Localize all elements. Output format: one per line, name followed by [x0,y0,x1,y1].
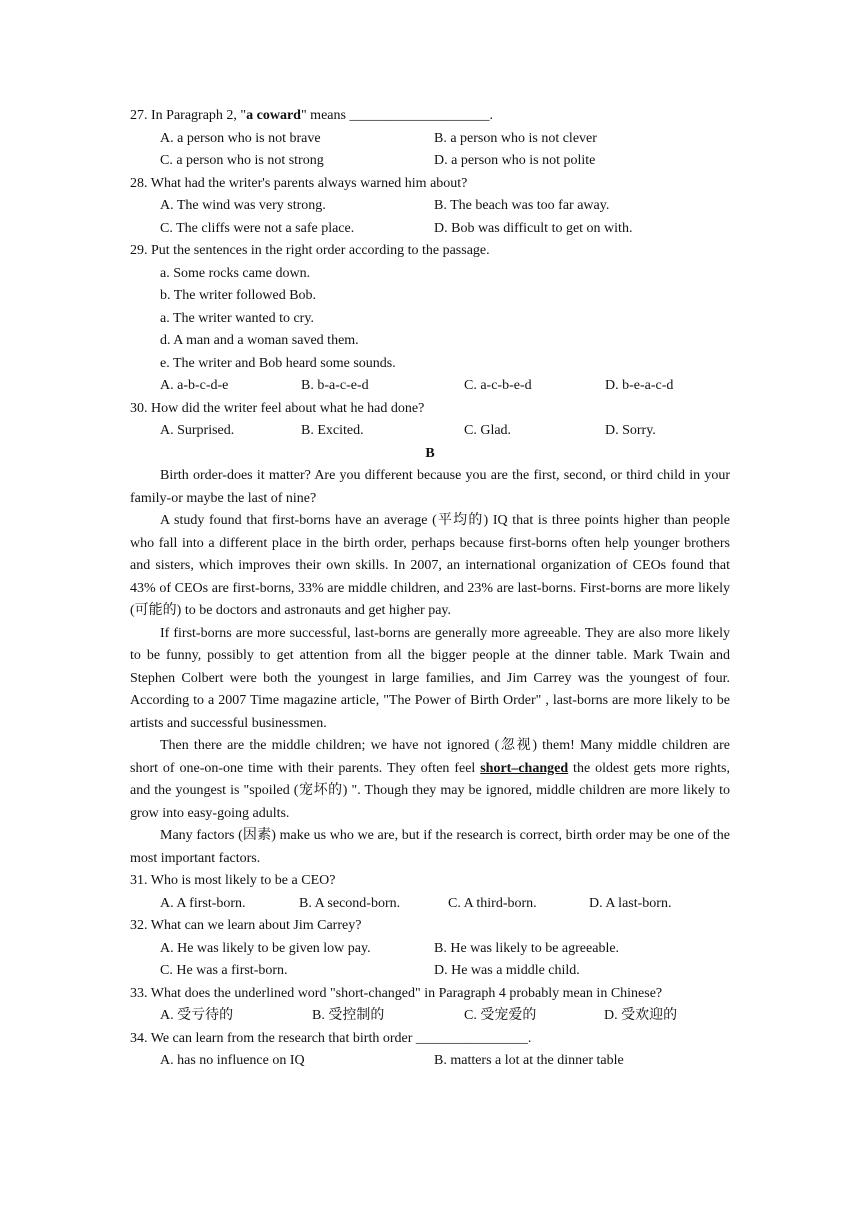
underlined-word: short–changed [480,760,569,776]
option-c: C. The cliffs were not a safe place. [160,220,355,236]
passage-paragraph-3: If first-borns are more successful, last-borns are generally more agreeable. They are also more likely to be funny, possibly to get attention from all the bigger people at the dinner table. Mark Twain and Stephen Colbert were both the youngest in large families, and Jim Carrey was the youngest of four. According to a 2007 Time magazine article, "The Power of Birth Order" , last-borns are more likely to be artists and successful businessmen. [130,625,730,731]
option-c: C. 受宠爱的 [464,1008,537,1023]
option-b: B. A second-born. [299,895,401,911]
question-32-stem: 32. What can we learn about Jim Carrey? [130,918,362,933]
exam-page [130,105,730,1073]
passage-paragraph-5: Many factors (因素) make us who we are, but if the research is correct, birth order may be one of the most important factors. [130,828,730,866]
question-27-options-row-1 [130,128,730,151]
section-heading: B [425,445,435,461]
question-29-options [130,375,730,398]
question-27-stem: 27. In Paragraph 2, "a coward" means ____________________. [130,108,493,123]
option-c: C. a person who is not strong [160,153,324,168]
question-32-options-row-1 [130,938,730,961]
option-b: B. b-a-c-e-d [301,378,369,393]
option-a: A. 受亏待的 [160,1008,234,1023]
option-d: D. b-e-a-c-d [605,378,674,393]
option-a: A. has no influence on IQ [160,1053,305,1068]
option-a: A. He was likely to be given low pay. [160,940,371,956]
option-c: C. Glad. [464,423,512,438]
question-28-options-row-2 [130,218,730,241]
option-b: B. matters a lot at the dinner table [434,1053,624,1068]
option-b: B. a person who is not clever [434,130,597,146]
sentence-item: d. A man and a woman saved them. [160,333,359,348]
option-a: A. The wind was very strong. [160,198,326,213]
question-29-stem: 29. Put the sentences in the right order according to the passage. [130,243,490,258]
option-d: D. Bob was difficult to get on with. [434,220,633,236]
question-34-stem: 34. We can learn from the research that birth order ________________. [130,1030,532,1046]
question-31-stem: 31. Who is most likely to be a CEO? [130,873,336,888]
passage-paragraph-4: Then there are the middle children; we have not ignored (忽视) them! Many middle children are short of one-on-one time with their parents. They often feel short–changed the oldest gets more rights, and the youngest is "spoiled (宠坏的) ". Though they may be ignored, middle children are more likely to grow into easy-going adults. [130,738,730,821]
option-a: A. a person who is not brave [160,130,321,146]
sentence-item: a. The writer wanted to cry. [160,310,314,326]
option-b: B. He was likely to be agreeable. [434,940,620,956]
question-28-options-row-1 [130,195,730,218]
question-27-options-row-2 [130,150,730,173]
question-32-options-row-2 [130,960,730,983]
question-30-stem: 30. How did the writer feel about what he had done? [130,400,425,416]
option-d: D. a person who is not polite [434,153,596,168]
option-b: B. Excited. [301,423,364,438]
option-c: C. He was a first-born. [160,963,288,978]
option-a: A. A first-born. [160,895,246,911]
question-34-options-row-1 [130,1050,730,1073]
question-30-options [130,420,730,443]
bold-term: a coward [246,108,301,123]
sentence-item: b. The writer followed Bob. [160,288,317,303]
question-31-options [130,893,730,916]
sentence-item: a. Some rocks came down. [160,265,311,281]
passage-paragraph-2: A study found that first-borns have an average (平均的) IQ that is three points higher than people who fall into a different place in the birth order, perhaps because first-borns often help younger brothers and sisters, which improves their own skills. In 2007, an international organization of CEOs found that 43% of CEOs are first-borns, 33% are middle children, and 23% are last-borns. First-borns are more likely (可能的) to be doctors and astronauts and get higher pay. [130,513,730,618]
option-b: B. 受控制的 [312,1008,385,1023]
option-d: D. Sorry. [605,423,656,438]
question-33-stem: 33. What does the underlined word "short-changed" in Paragraph 4 probably mean in Chinese? [130,985,663,1001]
option-a: A. Surprised. [160,423,235,438]
option-a: A. a-b-c-d-e [160,378,229,393]
passage-paragraph-1: Birth order-does it matter? Are you different because you are the first, second, or third child in your family-or maybe the last of nine? [130,468,730,506]
option-d: D. A last-born. [589,895,672,911]
option-d: D. 受欢迎的 [604,1008,678,1023]
option-d: D. He was a middle child. [434,963,580,978]
question-33-options [130,1005,730,1028]
sentence-item: e. The writer and Bob heard some sounds. [160,355,396,371]
option-c: C. a-c-b-e-d [464,378,532,393]
question-28-stem: 28. What had the writer's parents always warned him about? [130,175,468,191]
option-c: C. A third-born. [448,895,537,911]
option-b: B. The beach was too far away. [434,198,610,213]
